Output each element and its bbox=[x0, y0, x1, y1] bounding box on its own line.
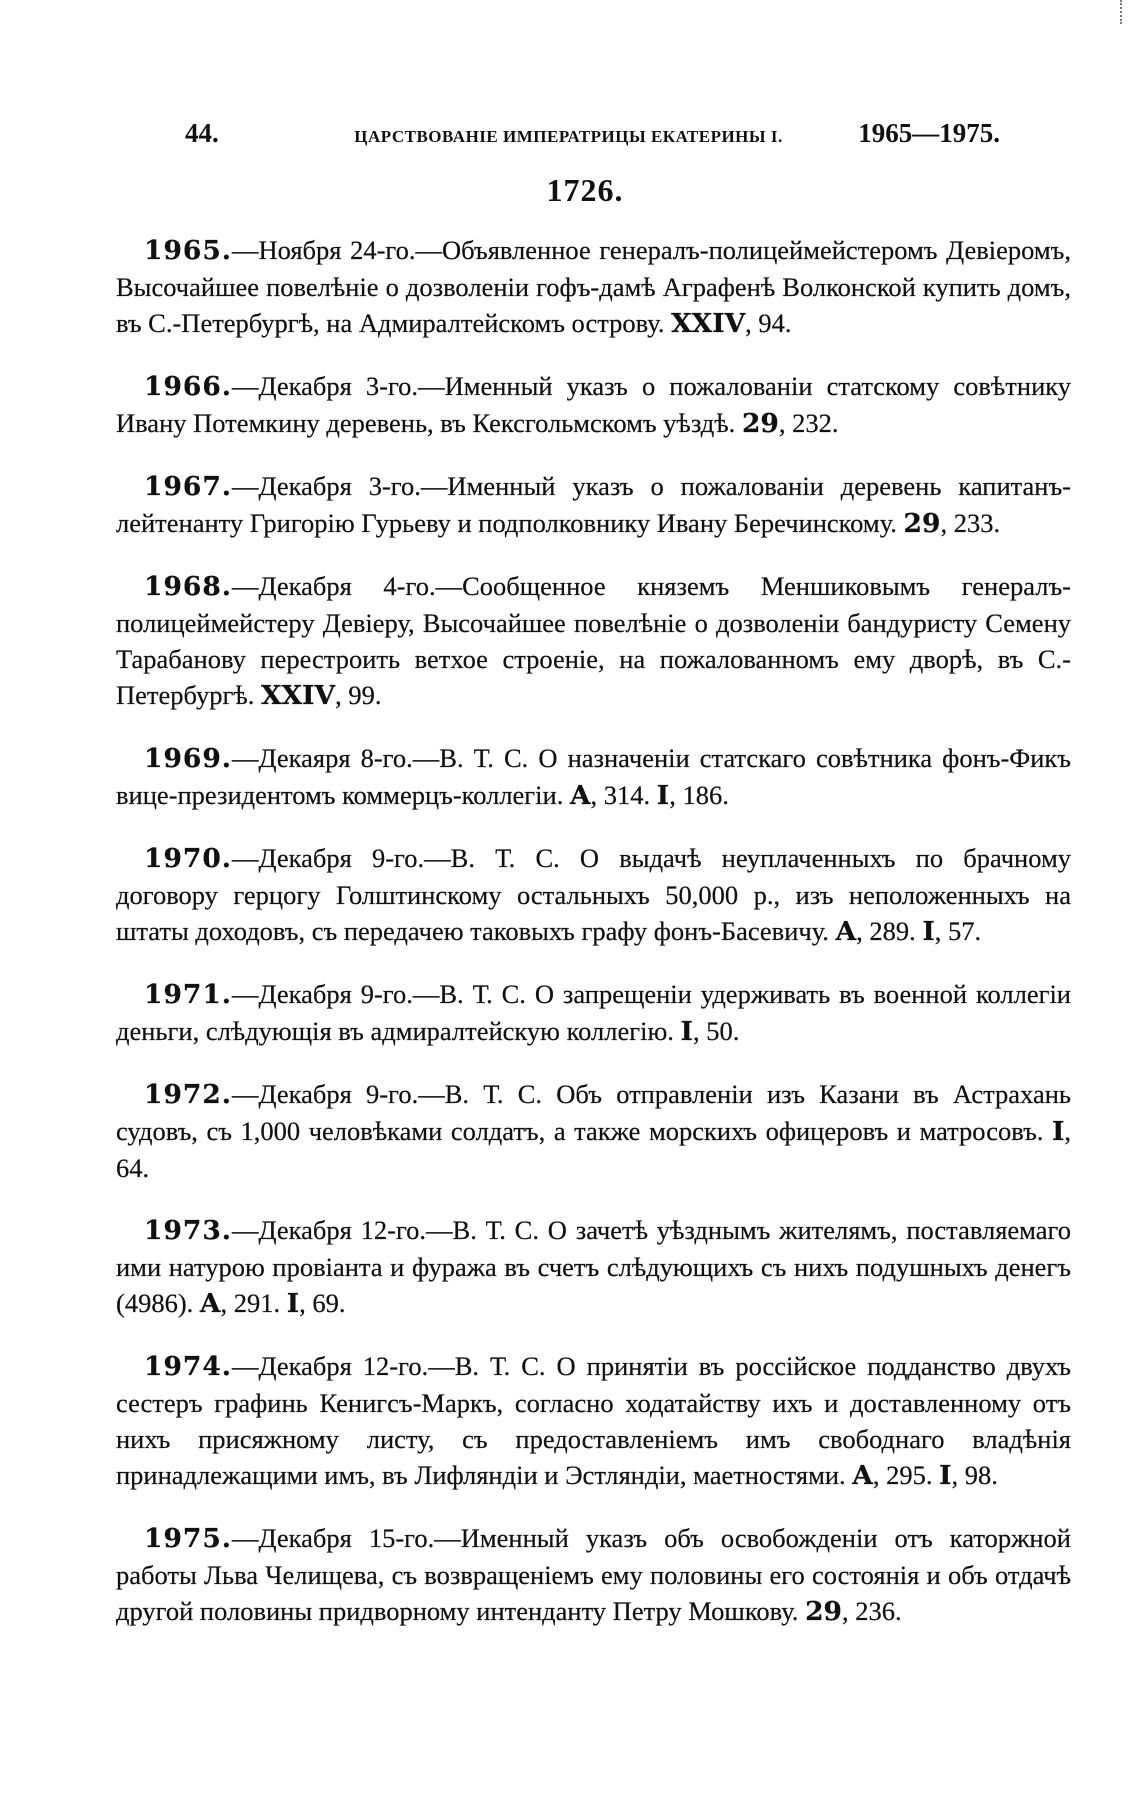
entry-1965: 1965.—Ноября 24-го.—Объявленное генералъ-полицеймейстеромъ Девіеромъ, Высочайшее повелѣніе о дозволеніи гофъ-дамѣ Аграфенѣ Волконской купить домъ, въ С.-Петербургѣ, на Адмиралтейскомъ острову. XXIV, 94. bbox=[116, 235, 1072, 339]
entry-text: В. Т. С. О зачетѣ уѣзднымъ жителямъ, поставляемаго ими натурою провіанта и фуража въ счетъ слѣдующихъ съ нихъ подушныхъ денегъ (4986). bbox=[116, 1215, 1071, 1318]
entry-text: В. Т. С. О назначеніи статскаго совѣтника фонъ-Фикъ вице-президентомъ коммерцъ-коллегіи. bbox=[116, 743, 1072, 810]
entry-number: 1966. bbox=[144, 371, 232, 402]
source-series: I bbox=[286, 1288, 300, 1319]
entry-text: В. Т. С. О выдачѣ неуплаченныхъ по брачному договору герцогу Голштинскому остальныхъ 50,000 р., изъ неположенныхъ на штаты доходовъ, съ передачею таковыхъ графу фонъ-Басевичу. bbox=[116, 843, 1071, 946]
entry-date: —Декабря 3-го.— bbox=[231, 471, 448, 501]
entry-date: —Декабря 9-го.— bbox=[231, 1079, 445, 1109]
entry-number: 1967. bbox=[144, 471, 232, 502]
source-page: 236. bbox=[855, 1596, 902, 1626]
year-heading: 1726. bbox=[546, 172, 624, 208]
source-page: 98. bbox=[964, 1460, 998, 1490]
entry-text: Именный указъ о пожалованіи статскому совѣтнику Ивану Потемкину деревень, въ Кексгольмскомъ уѣздѣ. bbox=[116, 371, 1072, 438]
entry-text: Именный указъ о пожалованіи деревень капитанъ-лейтенанту Григорію Гурьеву и подполковнику Ивану Беречинскому. bbox=[116, 471, 1071, 538]
source-series: I bbox=[939, 1460, 952, 1491]
entry-text: В. Т. С. Объ отправленіи изъ Казани въ Астрахань судовъ, съ 1,000 человѣками солдатъ, а также морскихъ офицеровъ и матросовъ. bbox=[116, 1079, 1071, 1146]
source-page: 233. bbox=[953, 508, 1001, 538]
entry-1975: 1975.—Декабря 15-го.—Именный указъ объ освобожденіи отъ каторжной работы Льва Челищева, съ возвращеніемъ ему половины его состоянія и объ отдачѣ другой половины придворному интенданту Петру Мошкову. 29, 236. bbox=[116, 1523, 1071, 1627]
entry-date: —Декаяря 8-го.— bbox=[231, 743, 440, 773]
entry-number: 1975. bbox=[144, 1523, 232, 1554]
entry-text: В. Т. С. О принятіи въ россійское подданство двухъ сестеръ графинь Кенигсъ-Маркъ, согласно ходатайству ихъ и доставленному отъ нихъ присяжному листу, съ предоставленіемъ имъ свободнаго владѣнія принадлежащими имъ, въ Лифляндіи и Эстляндіи, маетностями. bbox=[116, 1351, 1072, 1490]
page-number: 44. bbox=[185, 118, 219, 148]
source-series: 29 bbox=[903, 508, 941, 539]
entry-date: —Декабря 3-го.— bbox=[231, 371, 445, 401]
source-series: A bbox=[569, 780, 591, 811]
source-series: I bbox=[1051, 1116, 1065, 1147]
entry-number: 1971. bbox=[144, 979, 232, 1010]
source-series: 29 bbox=[805, 1596, 842, 1627]
source-page: 289. bbox=[869, 916, 916, 946]
source-page: 94. bbox=[758, 308, 792, 338]
entry-1973: 1973.—Декабря 12-го.—В. Т. С. О зачетѣ уѣзднымъ жителямъ, поставляемаго ими натурою провіанта и фуража въ счетъ слѣдующихъ съ нихъ подушныхъ денегъ (4986). A, 291. I, 69. bbox=[116, 1215, 1071, 1319]
book-title: ЦАРСТВОВАНІЕ ИМПЕРАТРИЦЫ ЕКАТЕРИНЫ I. bbox=[354, 127, 783, 146]
source-page: 64. bbox=[116, 1153, 150, 1183]
entry-date: —Ноября 24-го.— bbox=[231, 235, 443, 265]
source-page: 314. bbox=[603, 780, 651, 810]
entry-number: 1969. bbox=[144, 743, 232, 774]
entry-number-range: 1965—1975. bbox=[858, 118, 1000, 148]
entry-number: 1974. bbox=[144, 1351, 232, 1382]
entry-1967: 1967.—Декабря 3-го.—Именный указъ о пожалованіи деревень капитанъ-лейтенанту Григорію Гурьеву и подполковнику Ивану Беречинскому. 29, 233. bbox=[116, 471, 1071, 539]
entry-date: —Декабря 12-го.— bbox=[231, 1351, 455, 1381]
source-page: 69. bbox=[312, 1288, 346, 1318]
running-header bbox=[185, 118, 1000, 158]
entry-date: —Декабря 9-го.— bbox=[231, 843, 451, 873]
source-page: 291. bbox=[233, 1288, 281, 1318]
entry-number: 1973. bbox=[144, 1215, 232, 1246]
entry-text: Именный указъ объ освобожденіи отъ каторжной работы Льва Челищева, съ возвращеніемъ ему половины его состоянія и объ отдачѣ другой половины придворному интенданту Петру Мошкову. bbox=[116, 1523, 1071, 1626]
entry-1966: 1966.—Декабря 3-го.—Именный указъ о пожалованіи статскому совѣтнику Ивану Потемкину деревень, въ Кексгольмскомъ уѣздѣ. 29, 232. bbox=[116, 371, 1072, 439]
entry-text: В. Т. С. О запрещеніи удерживать въ военной коллегіи деньги, слѣдующія въ адмиралтейскую коллегію. bbox=[116, 979, 1071, 1046]
source-page: 50. bbox=[706, 1016, 740, 1046]
source-page: 57. bbox=[948, 916, 982, 946]
entry-date: —Декабря 4-го.— bbox=[231, 571, 463, 601]
entry-1969: 1969.—Декаяря 8-го.—В. Т. С. О назначеніи статскаго совѣтника фонъ-Фикъ вице-президентомъ коммерцъ-коллегіи. A, 314. I, 186. bbox=[116, 743, 1072, 811]
source-page: 99. bbox=[348, 680, 382, 710]
source-page: 186. bbox=[682, 780, 729, 810]
entries-list bbox=[116, 232, 1071, 1656]
source-series: A bbox=[852, 1460, 873, 1491]
entry-number: 1972. bbox=[144, 1079, 232, 1110]
entry-date: —Декабря 12-го.— bbox=[231, 1215, 453, 1245]
entry-1972: 1972.—Декабря 9-го.—В. Т. С. Объ отправленіи изъ Казани въ Астрахань судовъ, съ 1,000 человѣками солдатъ, а также морскихъ офицеровъ и матросовъ. I, 64. bbox=[116, 1079, 1072, 1183]
source-series: I bbox=[680, 1016, 693, 1047]
source-series: A bbox=[835, 916, 857, 947]
scan-edge-mark bbox=[1110, 0, 1122, 24]
entry-1971: 1971.—Декабря 9-го.—В. Т. С. О запрещеніи удерживать въ военной коллегіи деньги, слѣдующія въ адмиралтейскую коллегію. I, 50. bbox=[116, 979, 1071, 1047]
entry-1970: 1970.—Декабря 9-го.—В. Т. С. О выдачѣ неуплаченныхъ по брачному договору герцогу Голштинскому остальныхъ 50,000 р., изъ неположенныхъ на штаты доходовъ, съ передачею таковыхъ графу фонъ-Басевичу. A, 289. I, 57. bbox=[116, 843, 1071, 947]
entry-date: —Декабря 9-го.— bbox=[231, 979, 440, 1009]
source-series: I bbox=[656, 780, 670, 811]
entry-1974: 1974.—Декабря 12-го.—В. Т. С. О принятіи въ россійское подданство двухъ сестеръ графинь Кенигсъ-Маркъ, согласно ходатайству ихъ и доставленному отъ нихъ присяжному листу, съ предоставленіемъ имъ свободнаго владѣнія принадлежащими имъ, въ Лифляндіи и Эстляндіи, маетностями. A, 295. I, 98. bbox=[116, 1351, 1072, 1491]
source-series: A bbox=[199, 1288, 221, 1319]
entry-number: 1965. bbox=[144, 235, 232, 266]
source-series: XXIV bbox=[671, 308, 746, 339]
entry-text: Объявленное генералъ-полицеймейстеромъ Девіеромъ, Высочайшее повелѣніе о дозволеніи гофъ-дамѣ Аграфенѣ Волконской купить домъ, въ С.-Петербургѣ, на Адмиралтейскомъ острову. bbox=[116, 235, 1072, 338]
source-series: I bbox=[922, 916, 935, 947]
entry-1968: 1968.—Декабря 4-го.—Сообщенное княземъ Меншиковымъ генералъ-полицеймейстеру Девіеру, Высочайшее повелѣніе о дозволеніи бандуристу Семену Тарабанову перестроить ветхое строеніе, на пожалованномъ ему дворѣ, въ С.-Петербургѣ. XXIV, 99. bbox=[116, 571, 1071, 711]
source-page: 295. bbox=[886, 1460, 933, 1490]
source-series: 29 bbox=[741, 408, 779, 439]
entry-number: 1968. bbox=[144, 571, 232, 602]
source-series: XXIV bbox=[260, 680, 336, 711]
entry-date: —Декабря 15-го.— bbox=[231, 1523, 461, 1553]
source-page: 232. bbox=[792, 408, 839, 438]
entry-text: Сообщенное княземъ Меншиковымъ генералъ-полицеймейстеру Девіеру, Высочайшее повелѣніе о дозволеніи бандуристу Семену Тарабанову перестроить ветхое строеніе, на пожалованномъ ему дворѣ, въ С.-Петербургѣ. bbox=[116, 571, 1071, 710]
entry-number: 1970. bbox=[144, 843, 232, 874]
